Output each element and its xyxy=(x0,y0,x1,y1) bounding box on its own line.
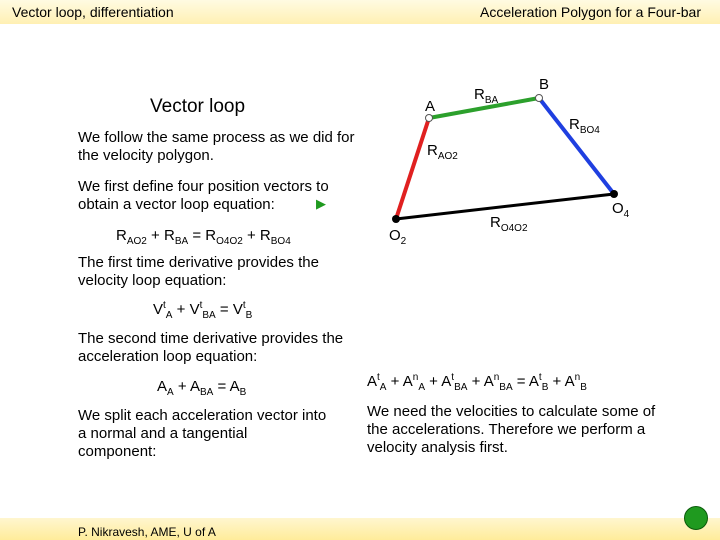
heading: Vector loop xyxy=(150,96,246,117)
acceleration-loop-equation: $A_A + A_{BA} = A_B$ xyxy=(157,378,247,398)
pivot-o4 xyxy=(610,190,618,198)
pivot-o2 xyxy=(392,215,400,223)
next-slide-button[interactable] xyxy=(684,506,708,530)
header-right-title: Acceleration Polygon for a Four-bar xyxy=(480,4,701,20)
position-loop-equation: $R_{AO2} + R_{BA} = R_{O4O2} + R_{BO4}$ xyxy=(116,227,291,247)
label-r-bo4: $R_{BO4}$ xyxy=(569,116,600,136)
split-acceleration-equation: $A^t_A + A^n_A + A^t_{BA} + A^n_{BA} = A^t_B + A^n_B$ xyxy=(367,372,587,393)
rocker-link-bo4 xyxy=(539,98,614,194)
paragraph-3: The first time derivative provides the velocity loop equation: xyxy=(78,254,319,289)
crank-link-ao2 xyxy=(396,118,429,219)
paragraph-1: We follow the same process as we did for the velocity polygon. xyxy=(78,129,355,164)
label-r-ba: $R_{BA}$ xyxy=(474,86,499,106)
paragraph-6: We need the velocities to calculate some of the accelerations. Therefore we perform a velocity analysis first. xyxy=(367,403,656,456)
velocity-loop-equation: $V^t_A + V^t_{BA} = V^t_B$ xyxy=(153,300,253,321)
paragraph-5: We split each acceleration vector into a normal and a tangential component: xyxy=(78,407,327,460)
footer-author: P. Nikravesh, AME, U of A xyxy=(78,525,216,539)
joint-b xyxy=(536,95,543,102)
label-b: B xyxy=(539,76,550,93)
play-arrow-icon: ▶ xyxy=(316,196,326,211)
header-left-title: Vector loop, differentiation xyxy=(12,4,174,20)
joint-a xyxy=(426,115,433,122)
label-o4: $O_4$ xyxy=(612,200,630,220)
label-r-o4o2: $R_{O4O2}$ xyxy=(490,214,528,234)
paragraph-2: We first define four position vectors to obtain a vector loop equation: xyxy=(78,178,329,213)
label-a: A xyxy=(425,98,436,115)
label-o2: $O_2$ xyxy=(389,227,407,247)
label-r-ao2: $R_{AO2}$ xyxy=(427,142,458,162)
paragraph-4: The second time derivative provides the acceleration loop equation: xyxy=(78,330,344,365)
